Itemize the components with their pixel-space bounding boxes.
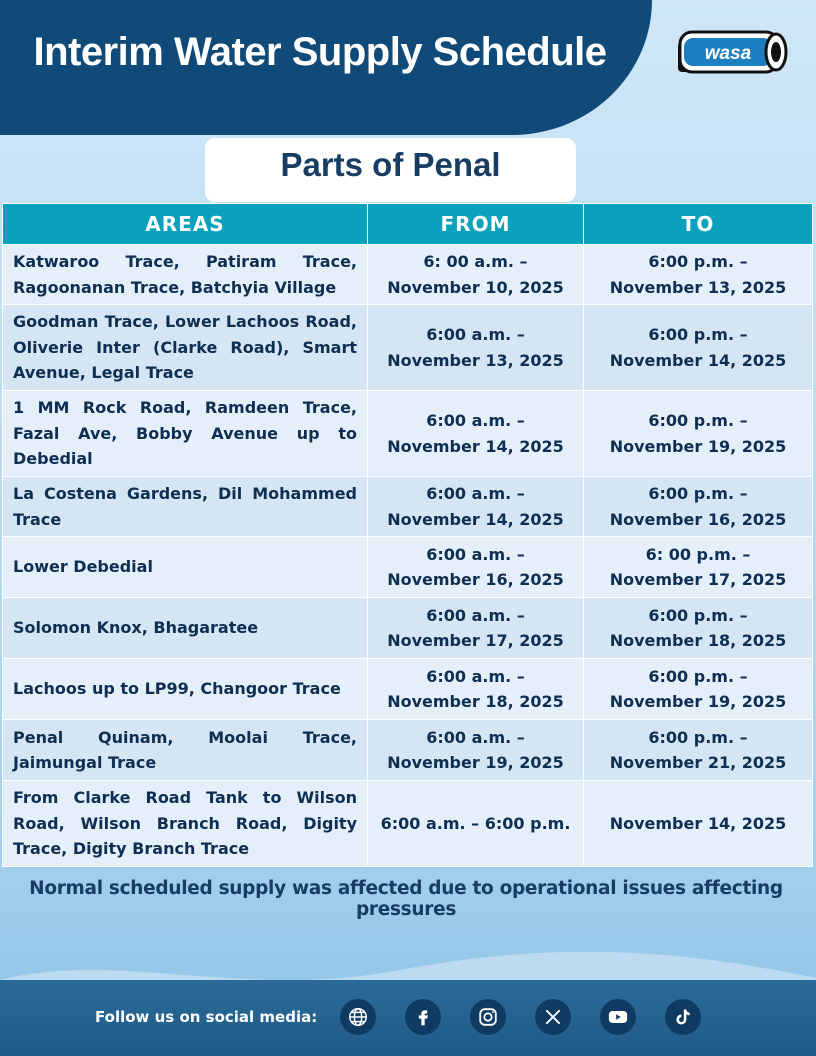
- follow-us-text: Follow us on social media:: [95, 1008, 318, 1026]
- area-cell: Solomon Knox, Bhagaratee: [3, 598, 368, 659]
- from-cell: [368, 391, 584, 477]
- to-date: November 17, 2025: [609, 570, 787, 589]
- table-row: [3, 391, 813, 477]
- footnote: Normal scheduled supply was affected due to operational issues affecting pressures: [29, 878, 783, 920]
- page-title: Interim Water Supply Schedule: [33, 30, 607, 74]
- table-row: [3, 305, 813, 391]
- area-cell: Lower Debedial: [3, 537, 368, 598]
- area-cell: 1 MM Rock Road, Ramdeen Trace, Fazal Ave, Bobby Avenue up to Debedial: [3, 391, 368, 477]
- to-cell: [584, 659, 813, 720]
- area-cell: Penal Quinam, Moolai Trace, Jaimungal Trace: [3, 720, 368, 781]
- from-cell: [368, 477, 584, 537]
- column-header-to: TO: [584, 204, 813, 245]
- from-cell: [368, 245, 584, 305]
- area-cell: From Clarke Road Tank to Wilson Road, Wilson Branch Road, Digity Trace, Digity Branch Trace: [3, 781, 368, 867]
- from-cell: [368, 659, 584, 720]
- from-date: November 10, 2025: [387, 277, 564, 297]
- to-cell: [584, 391, 813, 477]
- to-cell: [584, 305, 813, 391]
- to-date: November 13, 2025: [609, 277, 787, 297]
- column-header-from: FROM: [368, 204, 584, 245]
- to-time: 6:00 p.m. –: [648, 605, 748, 625]
- to-time: 6:00 p.m. –: [648, 325, 748, 344]
- from-time: 6:00 a.m. –: [426, 411, 525, 430]
- youtube-icon[interactable]: [600, 999, 636, 1035]
- area-cell: La Costena Gardens, Dil Mohammed Trace: [3, 477, 368, 537]
- from-cell: [368, 598, 584, 659]
- to-date: November 19, 2025: [609, 692, 787, 711]
- to-time: 6:00 p.m. –: [648, 252, 748, 271]
- table-row: [3, 781, 813, 867]
- facebook-icon[interactable]: [405, 999, 441, 1035]
- to-date: November 19, 2025: [609, 436, 787, 456]
- to-time: 6: 00 p.m. –: [645, 544, 751, 564]
- from-date: November 13, 2025: [387, 350, 564, 370]
- to-cell: [584, 720, 813, 781]
- from-cell: 6:00 a.m. – 6:00 p.m.: [368, 781, 584, 867]
- schedule-table: [2, 203, 813, 867]
- globe-icon[interactable]: [340, 999, 376, 1035]
- column-header-areas: AREAS: [3, 204, 368, 245]
- area-cell: Goodman Trace, Lower Lachoos Road, Oliverie Inter (Clarke Road), Smart Avenue, Legal Trace: [3, 305, 368, 391]
- to-date: November 16, 2025: [609, 509, 787, 529]
- subtitle-box: [205, 138, 576, 202]
- table-row: [3, 659, 813, 720]
- logo-text: wasa: [704, 43, 752, 64]
- table-header-row: [3, 204, 813, 245]
- tiktok-icon[interactable]: [665, 999, 701, 1035]
- to-date: November 14, 2025: [609, 350, 787, 370]
- wasa-logo: [676, 26, 790, 82]
- from-time: 6:00 a.m. –: [426, 325, 525, 344]
- from-date: November 19, 2025: [387, 753, 564, 772]
- to-cell: [584, 537, 813, 598]
- to-cell: November 14, 2025: [584, 781, 813, 867]
- table-row: [3, 598, 813, 659]
- area-cell: Lachoos up to LP99, Changoor Trace: [3, 659, 368, 720]
- from-time: 6:00 a.m. –: [426, 727, 525, 747]
- area-cell: Katwaroo Trace, Patiram Trace, Ragoonanan Trace, Batchyia Village: [3, 245, 368, 305]
- to-date: November 18, 2025: [609, 631, 787, 650]
- from-date: November 18, 2025: [387, 692, 564, 711]
- to-time: 6:00 p.m. –: [648, 666, 748, 686]
- from-cell: [368, 720, 584, 781]
- to-time: 6:00 p.m. –: [648, 484, 748, 503]
- from-date: November 16, 2025: [387, 570, 564, 589]
- to-time: 6:00 p.m. –: [648, 411, 748, 430]
- from-cell: [368, 305, 584, 391]
- x-icon[interactable]: [535, 999, 571, 1035]
- instagram-icon[interactable]: [470, 999, 506, 1035]
- from-time: 6:00 a.m. –: [426, 666, 525, 686]
- from-time: 6: 00 a.m. –: [423, 252, 528, 271]
- to-date: November 21, 2025: [609, 753, 787, 772]
- table-row: [3, 245, 813, 305]
- table-row: [3, 537, 813, 598]
- table-row: [3, 720, 813, 781]
- table-row: [3, 477, 813, 537]
- from-date: November 17, 2025: [387, 631, 564, 650]
- to-cell: [584, 477, 813, 537]
- to-cell: [584, 245, 813, 305]
- to-cell: [584, 598, 813, 659]
- from-date: November 14, 2025: [387, 436, 564, 456]
- from-time: 6:00 a.m. –: [426, 544, 525, 564]
- from-date: November 14, 2025: [387, 509, 564, 529]
- from-time: 6:00 a.m. –: [426, 484, 525, 503]
- subtitle: Parts of Penal: [280, 146, 501, 183]
- from-cell: [368, 537, 584, 598]
- from-time: 6:00 a.m. –: [426, 605, 525, 625]
- to-time: 6:00 p.m. –: [648, 727, 748, 747]
- footer-bar: [0, 980, 816, 1056]
